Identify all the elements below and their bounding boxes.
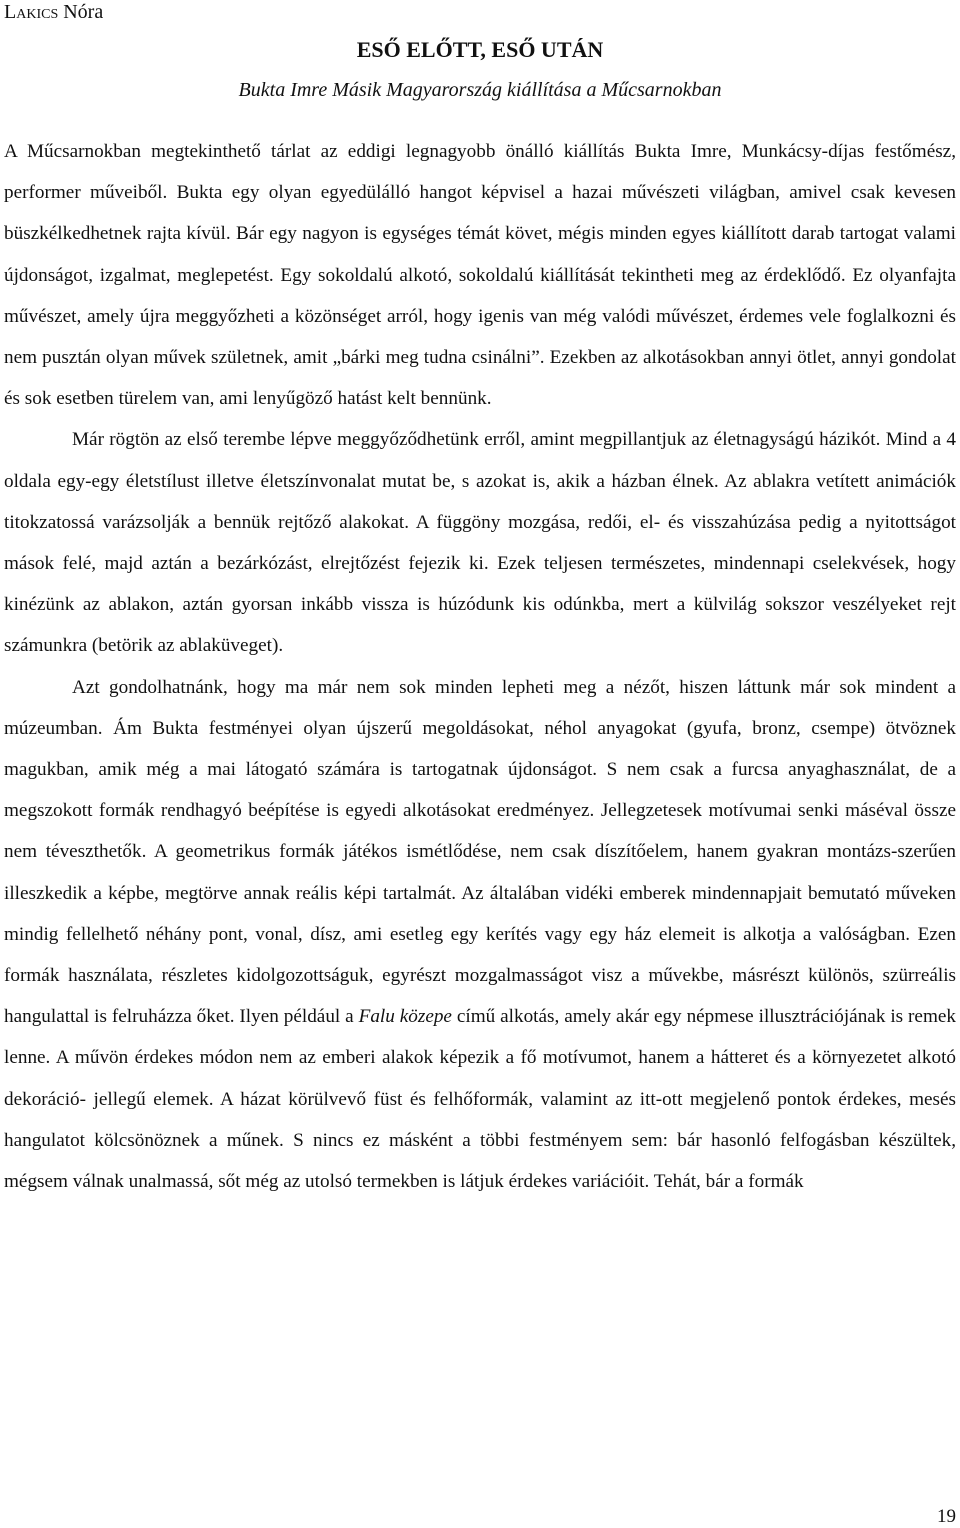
article-subtitle: Bukta Imre Másik Magyarország kiállítása a Műcsarnokban bbox=[238, 79, 722, 101]
author-firstname: Nóra bbox=[63, 1, 104, 23]
article-body bbox=[4, 131, 956, 1202]
article-title: ESŐ ELŐTT, ESŐ UTÁN bbox=[356, 37, 604, 62]
author-name bbox=[4, 0, 103, 24]
page-number: 19 bbox=[937, 1506, 956, 1527]
artwork-title: Falu közepe bbox=[358, 1006, 452, 1028]
author-lastname: Lakics bbox=[4, 1, 59, 23]
paragraph-3-part-1: Azt gondolhatnánk, hogy ma már nem sok minden lepheti meg a nézőt, hiszen láttunk már sok mindent a múzeumban. Ám Bukta festményei olyan újszerű megoldásokat, néhol anyagokat (gyufa, bronz, csempe) ötvöznek magukban, amik még a mai látogató számára is tartogatnak újdonságot. S nem csak a furcsa anyaghasználat, de a megszokott formák rendhagyó beépítése is egyedi alkotásokat eredményez. Jellegzetesek motívumai senki máséval össze nem téveszthetők. A geometrikus formák játékos ismétlődése, nem csak díszítőelem, hanem gyakran montázs-szerűen illeszkedik a képbe, megtörve annak reális képi tartalmát. Az általában vidéki emberek mindennapjait bemutató műveken mindig fellelhető néhány pont, vonal, dísz, ami esetleg egy kerítés vagy egy ház elemeit is alkotja a valóságban. Ezen formák használata, részletes kidolgozottságuk, egyrészt mozgalmasságot visz a művekbe, másrészt különös, szürreális hangulattal is felruházza őket. Ilyen például a bbox=[4, 676, 956, 1028]
paragraph-2: Már rögtön az első terembe lépve meggyőződhetünk erről, amint megpillantjuk az életnagyságú házikót. Mind a 4 oldala egy-egy életstílust illetve életszínvonalat mutat be, s azokat is, akik a házban élnek. Az ablakra vetített animációk titokzatossá varázsolják a bennük rejtőző alakokat. A függöny mozgása, redői, el- és visszahúzása pedig a nyitottságot mások felé, majd aztán a bezárkózást, elrejtőzést fejezik ki. Ezek teljesen természetes, mindennapi cselekvések, hogy kinézünk az ablakon, aztán gyorsan inkább vissza is húzódunk kis odúnkba, mert a külvilág sokszor veszélyeket rejt számunkra (betörik az ablaküveget). bbox=[4, 429, 956, 657]
paragraph-3 bbox=[4, 667, 956, 1203]
paragraph-3-part-2: című alkotás, amely akár egy népmese illusztrációjának is remek lenne. A művön érdekes módon nem az emberi alakok képezik a fő motívumot, hanem a hátteret és a környezetet alkotó dekoráció- jellegű elemek. A házat körülvevő füst és felhőformák, valamint az itt-ott megjelenő pontok érdekes, mesés hangulatot kölcsönöznek a műnek. S nincs ez másként a többi festményem sem: bár hasonló felfogásban készültek, mégsem válnak unalmassá, sőt még az utolsó termekben is látjuk érdekes variációit. Tehát, bár a formák bbox=[4, 1006, 956, 1193]
paragraph-1: A Műcsarnokban megtekinthető tárlat az eddigi legnagyobb önálló kiállítás Bukta Imre, Munkácsy-díjas festőmész, performer műveiből. Bukta egy olyan egyedülálló hangot képvisel a hazai művészeti világban, amivel csak kevesen büszkélkedhetnek rajta kívül. Bár egy nagyon is egységes témát követ, mégis minden egyes kiállított darab tartogat valami újdonságot, izgalmat, meglepetést. Egy sokoldalú alkotó, sokoldalú kiállítását tekintheti meg az érdeklődő. Ez olyanfajta művészet, amely újra meggyőzheti a közönséget arról, hogy igenis van még valódi művészet, érdemes vele foglalkozni és nem pusztán olyan művek születnek, amit „bárki meg tudna csinálni”. Ezekben az alkotásokban annyi ötlet, annyi gondolat és sok esetben türelem van, ami lenyűgöző hatást kelt bennünk. bbox=[4, 141, 956, 410]
